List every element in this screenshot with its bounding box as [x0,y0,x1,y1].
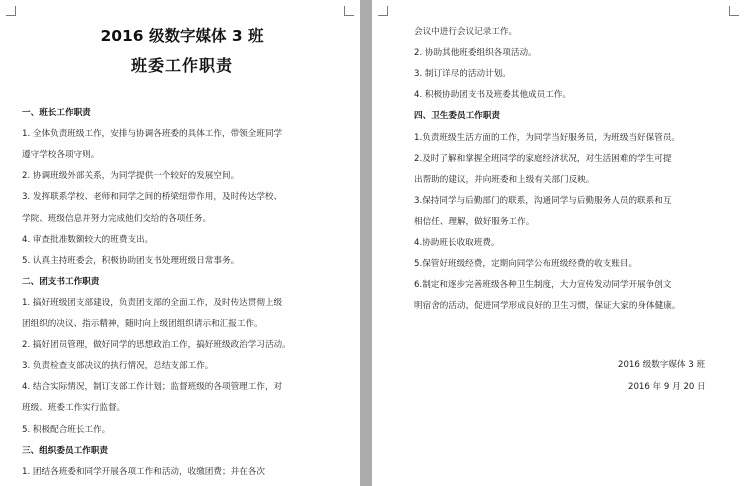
paragraph-line: 2.及时了解和掌握全班同学的家庭经济状况，对生活困难的学生可提 [414,153,672,164]
paragraph-line: 3.保持同学与后勤部门的联系，沟通同学与后勤服务人员的联系和互 [414,195,672,206]
paragraph-line: 明宿舍的活动，促进同学形成良好的卫生习惯，保证大家的身体健康。 [414,301,681,312]
paragraph-line: 3. 制订详尽的活动计划。 [414,69,511,80]
paragraph-line: 出帮助的建议，并向班委和上级有关部门反映。 [414,174,595,185]
signature-date: 2016 年 9 月 20 日 [628,382,706,392]
paragraph-line: 4.协助班长收取班费。 [414,238,500,248]
section-heading: 三、组织委员工作职责 [22,445,108,456]
paragraph-line: 遵守学校各项守则。 [22,150,100,161]
paragraph-line: 1.负责班级生活方面的工作，为同学当好服务员，为班级当好保管员。 [414,132,681,143]
page-corner-mark [344,6,354,16]
paragraph-line: 4. 审查批准数额较大的班费支出。 [22,234,154,245]
paragraph-line: 1. 搞好班级团支部建设，负责团支部的全面工作，及时传达贯彻上级 [22,297,283,308]
paragraph-line: 4. 结合实际情况，制订支部工作计划；监督班级的各项管理工作，对 [22,382,283,393]
paragraph-line: 5. 积极配合班长工作。 [22,424,111,435]
section-heading: 四、卫生委员工作职责 [414,111,500,122]
paragraph-line: 2. 搞好团员管理，做好同学的思想政治工作，搞好班级政治学习活动。 [22,340,291,351]
paragraph-line: 5.保管好班级经费，定期向同学公布班级经费的收支账目。 [414,259,638,270]
document-title: 2016 级数字媒体 3 班 [100,27,264,45]
paragraph-line: 2. 协调班级外部关系，为同学提供一个较好的发展空间。 [22,171,240,182]
paragraph-line: 班级、班委工作实行监督。 [22,403,126,414]
paragraph-line: 4. 积极协助团支书及班委其他成员工作。 [414,90,572,101]
document-page-left [0,0,360,486]
section-heading: 一、班长工作职责 [22,108,91,118]
signature-class: 2016 级数字媒体 3 班 [618,360,706,370]
page-corner-mark [6,6,16,16]
paragraph-line: 3. 发挥联系学校、老师和同学之间的桥梁纽带作用，及时传达学校、 [22,192,283,203]
page-corner-mark [729,6,739,16]
document-subtitle: 班委工作职责 [130,56,233,75]
paragraph-line: 相信任、理解，做好服务工作。 [414,216,535,227]
paragraph-line: 5. 认真主持班委会，积极协助团支书处理班级日常事务。 [22,255,240,266]
page-corner-mark [378,6,388,16]
paragraph-line: 1. 团结各班委和同学开展各项工作和活动，收缴团费；并在各次 [22,466,265,477]
paragraph-line: 会议中进行会议记录工作。 [414,27,518,37]
paragraph-line: 2. 协助其他班委组织各项活动。 [414,48,537,59]
section-heading: 二、团支书工作职责 [22,276,100,287]
paragraph-line: 1. 全体负责班级工作，安排与协调各班委的具体工作，带领全班同学 [22,129,283,140]
paragraph-line: 团组织的决议、指示精神，随时向上级团组织请示和汇报工作。 [22,319,263,329]
paragraph-line: 6.制定和逐步完善班级各种卫生制度，大力宣传发动同学开展争创文 [414,280,672,291]
paragraph-line: 学院、班级信息并努力完成他们交给的各项任务。 [22,213,212,224]
paragraph-line: 3. 负责检查支部决议的执行情况，总结支部工作。 [22,361,214,372]
document-page-right [372,0,745,486]
